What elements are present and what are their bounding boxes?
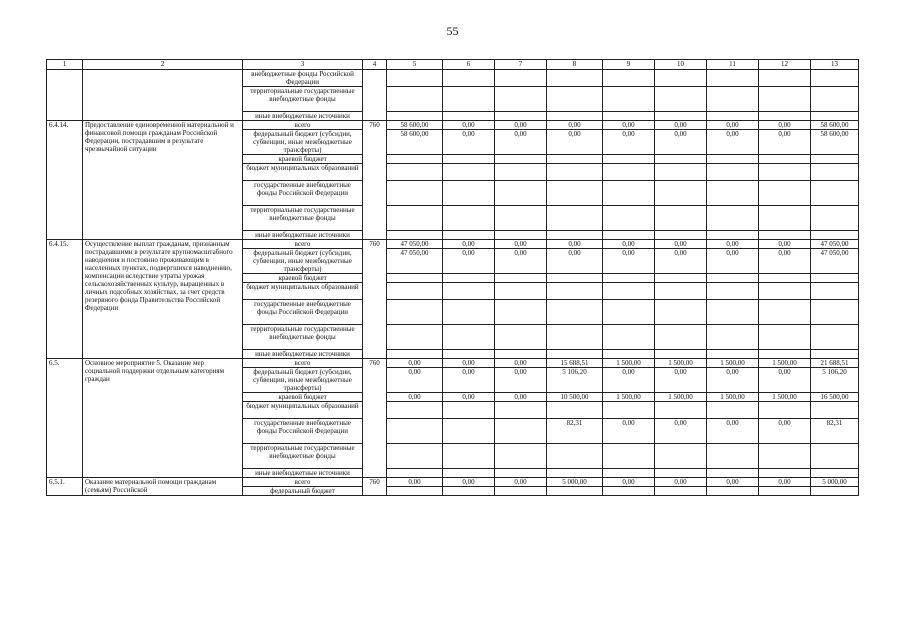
- item-name: Предоставление единовременной материальной и финансовой помощи гражданам Российской Федерации, пострадавшим в результате чрезвычайной ситуации: [83, 121, 243, 240]
- amount-cell: 10 500,00: [547, 393, 603, 402]
- amount-cell: [443, 274, 495, 283]
- funding-source: федеральный бюджет: [243, 487, 363, 496]
- amount-cell: 1 500,00: [603, 393, 655, 402]
- column-number: 4: [363, 60, 387, 70]
- amount-cell: 0,00: [495, 249, 547, 274]
- amount-cell: [443, 487, 495, 496]
- amount-cell: [495, 283, 547, 300]
- amount-cell: [495, 112, 547, 121]
- amount-cell: [811, 70, 859, 87]
- amount-cell: [603, 164, 655, 181]
- funding-source: федеральный бюджет (субсидии, субвенции, иные межбюджетные трансферты): [243, 249, 363, 274]
- amount-cell: [387, 206, 443, 231]
- amount-cell: 58 600,00: [811, 130, 859, 155]
- amount-cell: 58 600,00: [811, 121, 859, 130]
- amount-cell: 0,00: [547, 121, 603, 130]
- funding-source: бюджет муниципальных образований: [243, 283, 363, 300]
- amount-cell: [655, 283, 707, 300]
- amount-cell: 58 600,00: [387, 130, 443, 155]
- amount-cell: [811, 350, 859, 359]
- amount-cell: 0,00: [443, 393, 495, 402]
- column-number: 9: [603, 60, 655, 70]
- amount-cell: [495, 350, 547, 359]
- amount-cell: 47 050,00: [811, 249, 859, 274]
- amount-cell: 0,00: [603, 419, 655, 444]
- amount-cell: [443, 300, 495, 325]
- column-number: 8: [547, 60, 603, 70]
- funding-source: иные внебюджетные источники: [243, 350, 363, 359]
- amount-cell: 0,00: [603, 240, 655, 249]
- amount-cell: [811, 231, 859, 240]
- amount-cell: 0,00: [603, 478, 655, 487]
- amount-cell: [387, 444, 443, 469]
- amount-cell: [547, 325, 603, 350]
- amount-cell: [495, 155, 547, 164]
- amount-cell: [759, 300, 811, 325]
- amount-cell: [655, 181, 707, 206]
- grbs-code: 760: [363, 240, 387, 359]
- amount-cell: [811, 164, 859, 181]
- amount-cell: 5 106,20: [547, 368, 603, 393]
- amount-cell: [707, 487, 759, 496]
- page-number: 55: [446, 24, 459, 38]
- amount-cell: [443, 87, 495, 112]
- amount-cell: [603, 206, 655, 231]
- grbs-code: 760: [363, 359, 387, 478]
- amount-cell: [707, 164, 759, 181]
- funding-source: территориальные государственные внебюджетные фонды: [243, 87, 363, 112]
- amount-cell: [603, 325, 655, 350]
- funding-source: бюджет муниципальных образований: [243, 164, 363, 181]
- funding-source: государственные внебюджетные фонды Российской Федерации: [243, 181, 363, 206]
- amount-cell: 0,00: [655, 419, 707, 444]
- item-code: 6.4.15.: [47, 240, 83, 359]
- amount-cell: 1 500,00: [707, 359, 759, 368]
- amount-cell: [603, 155, 655, 164]
- table-row: [47, 70, 859, 87]
- amount-cell: 0,00: [759, 130, 811, 155]
- amount-cell: [547, 164, 603, 181]
- amount-cell: [707, 274, 759, 283]
- amount-cell: [547, 350, 603, 359]
- amount-cell: [759, 283, 811, 300]
- amount-cell: [547, 487, 603, 496]
- amount-cell: [707, 283, 759, 300]
- amount-cell: 0,00: [443, 121, 495, 130]
- amount-cell: [443, 283, 495, 300]
- amount-cell: [759, 87, 811, 112]
- amount-cell: 0,00: [495, 359, 547, 368]
- amount-cell: [707, 444, 759, 469]
- amount-cell: [495, 469, 547, 478]
- amount-cell: [759, 206, 811, 231]
- amount-cell: [387, 487, 443, 496]
- amount-cell: [811, 87, 859, 112]
- amount-cell: [603, 231, 655, 240]
- amount-cell: [547, 274, 603, 283]
- amount-cell: [759, 325, 811, 350]
- amount-cell: 0,00: [655, 130, 707, 155]
- amount-cell: [443, 155, 495, 164]
- amount-cell: [547, 402, 603, 419]
- item-code: 6.5.1.: [47, 478, 83, 496]
- amount-cell: [655, 350, 707, 359]
- item-code: [47, 70, 83, 121]
- grbs-code: 760: [363, 121, 387, 240]
- amount-cell: [655, 402, 707, 419]
- amount-cell: [811, 181, 859, 206]
- amount-cell: 47 050,00: [811, 240, 859, 249]
- funding-source: всего: [243, 359, 363, 368]
- funding-source: государственные внебюджетные фонды Российской Федерации: [243, 419, 363, 444]
- table-row: [47, 240, 859, 249]
- amount-cell: [811, 155, 859, 164]
- amount-cell: [759, 487, 811, 496]
- table-body: [47, 70, 859, 496]
- amount-cell: [547, 112, 603, 121]
- amount-cell: [387, 283, 443, 300]
- amount-cell: 0,00: [495, 368, 547, 393]
- amount-cell: [547, 231, 603, 240]
- amount-cell: [759, 155, 811, 164]
- amount-cell: [495, 87, 547, 112]
- funding-source: краевой бюджет: [243, 274, 363, 283]
- amount-cell: [443, 112, 495, 121]
- amount-cell: [443, 231, 495, 240]
- amount-cell: 0,00: [443, 130, 495, 155]
- amount-cell: 0,00: [495, 240, 547, 249]
- funding-source: территориальные государственные внебюджетные фонды: [243, 444, 363, 469]
- amount-cell: [603, 112, 655, 121]
- grbs-code: 760: [363, 478, 387, 496]
- amount-cell: 0,00: [707, 240, 759, 249]
- item-code: 6.5.: [47, 359, 83, 478]
- amount-cell: [655, 206, 707, 231]
- amount-cell: 0,00: [443, 478, 495, 487]
- amount-cell: 0,00: [547, 249, 603, 274]
- amount-cell: [387, 87, 443, 112]
- column-number: 6: [443, 60, 495, 70]
- amount-cell: [603, 469, 655, 478]
- funding-source: внебюджетные фонды Российской Федерации: [243, 70, 363, 87]
- amount-cell: 15 688,51: [547, 359, 603, 368]
- amount-cell: 1 500,00: [707, 393, 759, 402]
- amount-cell: [387, 155, 443, 164]
- amount-cell: [603, 274, 655, 283]
- amount-cell: [443, 350, 495, 359]
- amount-cell: [547, 283, 603, 300]
- amount-cell: [547, 206, 603, 231]
- amount-cell: [655, 300, 707, 325]
- amount-cell: [495, 231, 547, 240]
- column-number: 1: [47, 60, 83, 70]
- amount-cell: [443, 70, 495, 87]
- amount-cell: [603, 350, 655, 359]
- column-number: 13: [811, 60, 859, 70]
- amount-cell: [811, 325, 859, 350]
- amount-cell: 82,31: [547, 419, 603, 444]
- funding-source: иные внебюджетные источники: [243, 231, 363, 240]
- amount-cell: [547, 181, 603, 206]
- item-name: Оказание материальной помощи гражданам (семьям) Российской: [83, 478, 243, 496]
- amount-cell: [655, 164, 707, 181]
- amount-cell: [707, 206, 759, 231]
- amount-cell: [655, 274, 707, 283]
- amount-cell: [811, 469, 859, 478]
- amount-cell: [655, 87, 707, 112]
- amount-cell: 0,00: [759, 419, 811, 444]
- amount-cell: 1 500,00: [759, 359, 811, 368]
- amount-cell: 1 500,00: [655, 393, 707, 402]
- amount-cell: [495, 402, 547, 419]
- amount-cell: [387, 419, 443, 444]
- funding-source: всего: [243, 478, 363, 487]
- amount-cell: 0,00: [707, 419, 759, 444]
- amount-cell: [811, 444, 859, 469]
- table-row: [47, 359, 859, 368]
- amount-cell: 0,00: [603, 368, 655, 393]
- amount-cell: [547, 87, 603, 112]
- column-number: 12: [759, 60, 811, 70]
- amount-cell: [655, 487, 707, 496]
- amount-cell: [443, 419, 495, 444]
- amount-cell: 0,00: [759, 368, 811, 393]
- amount-cell: [707, 181, 759, 206]
- item-code: 6.4.14.: [47, 121, 83, 240]
- amount-cell: [707, 350, 759, 359]
- column-number: 11: [707, 60, 759, 70]
- amount-cell: 0,00: [707, 121, 759, 130]
- amount-cell: 0,00: [707, 368, 759, 393]
- amount-cell: [759, 70, 811, 87]
- amount-cell: [759, 231, 811, 240]
- grbs-code: [363, 70, 387, 121]
- amount-cell: 0,00: [707, 130, 759, 155]
- amount-cell: 0,00: [443, 359, 495, 368]
- amount-cell: [495, 325, 547, 350]
- funding-source: федеральный бюджет (субсидии, субвенции, иные межбюджетные трансферты): [243, 130, 363, 155]
- amount-cell: [547, 469, 603, 478]
- amount-cell: [547, 70, 603, 87]
- amount-cell: [707, 469, 759, 478]
- amount-cell: [811, 112, 859, 121]
- amount-cell: 0,00: [547, 130, 603, 155]
- amount-cell: [603, 402, 655, 419]
- amount-cell: [495, 487, 547, 496]
- amount-cell: [603, 283, 655, 300]
- funding-source: территориальные государственные внебюджетные фонды: [243, 206, 363, 231]
- amount-cell: [387, 231, 443, 240]
- amount-cell: [603, 70, 655, 87]
- amount-cell: [495, 444, 547, 469]
- amount-cell: [495, 419, 547, 444]
- amount-cell: [759, 444, 811, 469]
- amount-cell: [495, 206, 547, 231]
- budget-table: [46, 59, 859, 496]
- amount-cell: [811, 402, 859, 419]
- amount-cell: [707, 300, 759, 325]
- amount-cell: 0,00: [443, 240, 495, 249]
- amount-cell: [707, 325, 759, 350]
- amount-cell: 0,00: [655, 368, 707, 393]
- funding-source: всего: [243, 240, 363, 249]
- amount-cell: [443, 181, 495, 206]
- amount-cell: [547, 444, 603, 469]
- amount-cell: 0,00: [443, 249, 495, 274]
- amount-cell: [811, 283, 859, 300]
- amount-cell: 0,00: [495, 121, 547, 130]
- amount-cell: 0,00: [655, 478, 707, 487]
- amount-cell: [603, 300, 655, 325]
- amount-cell: [811, 300, 859, 325]
- amount-cell: [387, 274, 443, 283]
- amount-cell: 0,00: [603, 121, 655, 130]
- amount-cell: [655, 444, 707, 469]
- amount-cell: [495, 300, 547, 325]
- column-number-row: [47, 60, 859, 70]
- amount-cell: 82,31: [811, 419, 859, 444]
- item-name: Основное мероприятие 5. Оказание мер социальной поддержки отдельным категориям граждан: [83, 359, 243, 478]
- amount-cell: [603, 87, 655, 112]
- item-name: [83, 70, 243, 121]
- funding-source: краевой бюджет: [243, 393, 363, 402]
- amount-cell: [655, 70, 707, 87]
- amount-cell: 0,00: [443, 368, 495, 393]
- amount-cell: 0,00: [603, 130, 655, 155]
- amount-cell: [387, 402, 443, 419]
- amount-cell: [603, 444, 655, 469]
- column-number: 5: [387, 60, 443, 70]
- funding-source: иные внебюджетные источники: [243, 469, 363, 478]
- amount-cell: 5 000,00: [811, 478, 859, 487]
- amount-cell: 47 050,00: [387, 249, 443, 274]
- amount-cell: 0,00: [759, 478, 811, 487]
- amount-cell: [655, 231, 707, 240]
- amount-cell: [655, 469, 707, 478]
- amount-cell: [759, 112, 811, 121]
- funding-source: всего: [243, 121, 363, 130]
- amount-cell: [759, 181, 811, 206]
- amount-cell: [707, 402, 759, 419]
- amount-cell: [387, 181, 443, 206]
- amount-cell: [495, 181, 547, 206]
- amount-cell: [759, 469, 811, 478]
- amount-cell: 0,00: [547, 240, 603, 249]
- funding-source: бюджет муниципальных образований: [243, 402, 363, 419]
- amount-cell: [759, 274, 811, 283]
- funding-source: краевой бюджет: [243, 155, 363, 164]
- table-row: [47, 478, 859, 487]
- amount-cell: 0,00: [759, 240, 811, 249]
- amount-cell: [655, 155, 707, 164]
- amount-cell: [707, 70, 759, 87]
- item-name: Осуществление выплат гражданам, признанным пострадавшими в результате крупномасштабного наводнения и постоянно проживающим в населенных пунктах, подвергшихся наводнению, компенсации вследствие утраты урожая сельскохозяйственных культур, выращенных в личных подсобных хозяйствах, за счет средств резервного фонда Правительства Российской Федерации: [83, 240, 243, 359]
- column-number: 2: [83, 60, 243, 70]
- amount-cell: [811, 274, 859, 283]
- amount-cell: [759, 350, 811, 359]
- amount-cell: 0,00: [495, 130, 547, 155]
- amount-cell: 5 000,00: [547, 478, 603, 487]
- amount-cell: 0,00: [655, 240, 707, 249]
- amount-cell: 0,00: [387, 393, 443, 402]
- amount-cell: [495, 70, 547, 87]
- amount-cell: [655, 325, 707, 350]
- amount-cell: [387, 112, 443, 121]
- amount-cell: 0,00: [759, 249, 811, 274]
- amount-cell: [547, 155, 603, 164]
- amount-cell: [759, 402, 811, 419]
- amount-cell: [443, 164, 495, 181]
- funding-source: иные внебюджетные источники: [243, 112, 363, 121]
- amount-cell: [547, 300, 603, 325]
- amount-cell: 1 500,00: [603, 359, 655, 368]
- amount-cell: [443, 206, 495, 231]
- amount-cell: [387, 350, 443, 359]
- amount-cell: [811, 206, 859, 231]
- amount-cell: 1 500,00: [655, 359, 707, 368]
- amount-cell: 58 600,00: [387, 121, 443, 130]
- amount-cell: [707, 112, 759, 121]
- column-number: 3: [243, 60, 363, 70]
- table-row: [47, 121, 859, 130]
- amount-cell: 0,00: [707, 478, 759, 487]
- amount-cell: 0,00: [495, 393, 547, 402]
- amount-cell: 5 106,20: [811, 368, 859, 393]
- amount-cell: [811, 487, 859, 496]
- amount-cell: 0,00: [759, 121, 811, 130]
- amount-cell: [443, 444, 495, 469]
- amount-cell: [387, 164, 443, 181]
- amount-cell: 16 500,00: [811, 393, 859, 402]
- amount-cell: 0,00: [603, 249, 655, 274]
- amount-cell: [707, 155, 759, 164]
- amount-cell: 0,00: [495, 478, 547, 487]
- column-number: 7: [495, 60, 547, 70]
- amount-cell: [707, 87, 759, 112]
- amount-cell: 0,00: [387, 359, 443, 368]
- amount-cell: [655, 112, 707, 121]
- amount-cell: [443, 402, 495, 419]
- amount-cell: [387, 70, 443, 87]
- amount-cell: 47 050,00: [387, 240, 443, 249]
- amount-cell: [495, 164, 547, 181]
- amount-cell: 1 500,00: [759, 393, 811, 402]
- amount-cell: 0,00: [655, 121, 707, 130]
- amount-cell: [443, 469, 495, 478]
- funding-source: территориальные государственные внебюджетные фонды: [243, 325, 363, 350]
- amount-cell: [387, 325, 443, 350]
- amount-cell: 0,00: [387, 478, 443, 487]
- amount-cell: [387, 300, 443, 325]
- amount-cell: [603, 181, 655, 206]
- amount-cell: [759, 164, 811, 181]
- amount-cell: 0,00: [655, 249, 707, 274]
- column-number: 10: [655, 60, 707, 70]
- amount-cell: 0,00: [387, 368, 443, 393]
- amount-cell: 21 688,51: [811, 359, 859, 368]
- amount-cell: [495, 274, 547, 283]
- amount-cell: 0,00: [707, 249, 759, 274]
- funding-source: федеральный бюджет (субсидии, субвенции, иные межбюджетные трансферты): [243, 368, 363, 393]
- amount-cell: [707, 231, 759, 240]
- amount-cell: [387, 469, 443, 478]
- funding-source: государственные внебюджетные фонды Российской Федерации: [243, 300, 363, 325]
- amount-cell: [603, 487, 655, 496]
- amount-cell: [443, 325, 495, 350]
